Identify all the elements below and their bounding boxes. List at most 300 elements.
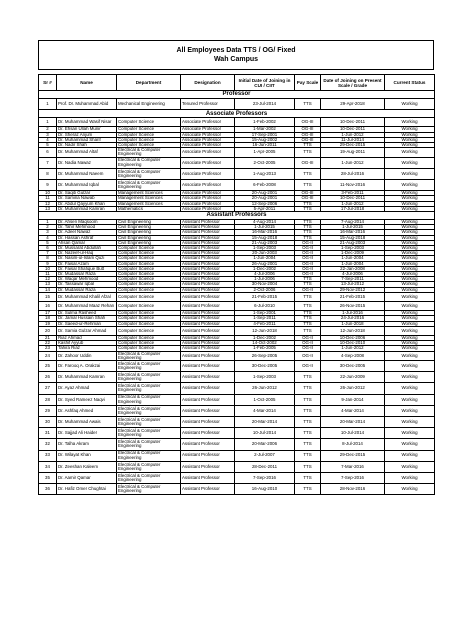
header-status: Current Status xyxy=(385,75,435,91)
cell-initial-date: 6-Jul-2010 xyxy=(235,302,295,311)
cell-status: Working xyxy=(385,219,435,224)
cell-status: Working xyxy=(385,148,435,157)
cell-name: Dr. Ayaz Ahmad xyxy=(57,383,117,394)
cell-designation: Assistant Professor xyxy=(181,416,235,427)
header-name: Name xyxy=(57,75,117,91)
cell-pay-scale: TTS xyxy=(295,484,321,495)
cell-sr: 12 xyxy=(39,201,57,206)
cell-status: Working xyxy=(385,428,435,439)
cell-sr: 28 xyxy=(39,394,57,405)
table-row xyxy=(39,157,435,168)
cell-status: Working xyxy=(385,201,435,206)
cell-initial-date: 2-Oct-2006 xyxy=(235,287,295,292)
cell-present-date: 29-Dec-2015 xyxy=(321,142,385,147)
cell-name: Dr. Sulma Rasheed xyxy=(57,311,117,316)
cell-sr: 21 xyxy=(39,335,57,340)
cell-pay-scale: OG-II xyxy=(295,351,321,360)
cell-pay-scale: TTS xyxy=(295,168,321,179)
cell-present-date: 30-Dec-2005 xyxy=(321,361,385,372)
cell-name: Dr. Ashfaq Ahmed xyxy=(57,405,117,416)
cell-name: Dr. Muhammad Wasif Nisar xyxy=(57,118,117,127)
cell-pay-scale: OG-II xyxy=(295,266,321,271)
cell-present-date: 13-Jul-2012 xyxy=(321,282,385,287)
cell-sr: 14 xyxy=(39,287,57,292)
cell-designation: Assistant Professor xyxy=(181,450,235,461)
cell-sr: 11 xyxy=(39,272,57,277)
cell-status: Working xyxy=(385,251,435,256)
cell-designation: Assistant Professor xyxy=(181,277,235,282)
cell-initial-date: 1-Sep-2001 xyxy=(235,311,295,316)
cell-name: Dr. Nadir Shah xyxy=(57,142,117,147)
cell-initial-date: 7-Sep-2016 xyxy=(235,472,295,483)
cell-present-date: 8-Jul-2014 xyxy=(321,439,385,450)
cell-status: Working xyxy=(385,196,435,201)
cell-initial-date: 16-Jun-2011 xyxy=(235,142,295,147)
cell-present-date: 26-Nov-2015 xyxy=(321,302,385,311)
table-row xyxy=(39,428,435,439)
cell-designation: Associate Professor xyxy=(181,191,235,196)
cell-initial-date: 1-Feb-2005 xyxy=(235,346,295,351)
cell-designation: Assistant Professor xyxy=(181,394,235,405)
cell-department: Computer Science xyxy=(117,256,181,261)
cell-pay-scale: TTS xyxy=(295,99,321,110)
cell-status: Working xyxy=(385,311,435,316)
cell-status: Working xyxy=(385,472,435,483)
cell-designation: Associate Professor xyxy=(181,168,235,179)
cell-initial-date: 1-Jun-2004 xyxy=(235,256,295,261)
cell-present-date: 11-Jul-2014 xyxy=(321,137,385,142)
cell-initial-date: 20-Jun-2003 xyxy=(235,251,295,256)
cell-name: Dr. Ahsen Maqsoom xyxy=(57,219,117,224)
cell-designation: Associate Professor xyxy=(181,179,235,190)
cell-status: Working xyxy=(385,206,435,211)
cell-designation: Tenured Professor xyxy=(181,99,235,110)
cell-status: Working xyxy=(385,118,435,127)
cell-sr: 13 xyxy=(39,282,57,287)
cell-sr: 17 xyxy=(39,311,57,316)
cell-department: Computer Science xyxy=(117,261,181,266)
cell-present-date: 21-Feb-2015 xyxy=(321,292,385,301)
cell-name: Dr. Samina Nawab xyxy=(57,196,117,201)
cell-status: Working xyxy=(385,346,435,351)
cell-designation: Assistant Professor xyxy=(181,326,235,335)
cell-present-date: 7-Aug-2014 xyxy=(321,219,385,224)
cell-pay-scale: TTS xyxy=(295,326,321,335)
cell-designation: Associate Professor xyxy=(181,132,235,137)
cell-status: Working xyxy=(385,351,435,360)
cell-initial-date: 1-Sep-2003 xyxy=(235,372,295,383)
cell-designation: Assistant Professor xyxy=(181,256,235,261)
cell-present-date: 20-Mar-2014 xyxy=(321,416,385,427)
cell-name: Dr. Nazeef-ul-Haq xyxy=(57,251,117,256)
cell-sr: 34 xyxy=(39,461,57,472)
cell-status: Working xyxy=(385,99,435,110)
cell-initial-date: 5-Apr-2011 xyxy=(235,206,295,211)
cell-sr: 20 xyxy=(39,326,57,335)
cell-pay-scale: TTS xyxy=(295,439,321,450)
cell-designation: Assistant Professor xyxy=(181,251,235,256)
employee-table xyxy=(38,74,435,495)
cell-initial-date: 16-Mar-2016 xyxy=(235,230,295,235)
cell-initial-date: 1-Sep-2011 xyxy=(235,316,295,321)
cell-sr: 35 xyxy=(39,472,57,483)
cell-pay-scale: TTS xyxy=(295,225,321,230)
cell-designation: Assistant Professor xyxy=(181,272,235,277)
cell-present-date: 1-Jun-2012 xyxy=(321,132,385,137)
cell-sr: 2 xyxy=(39,225,57,230)
cell-status: Working xyxy=(385,225,435,230)
table-row xyxy=(39,351,435,360)
cell-name: Dr. Ehsan Ullah Munir xyxy=(57,127,117,132)
table-row xyxy=(39,148,435,157)
cell-sr: 4 xyxy=(39,137,57,142)
cell-status: Working xyxy=(385,266,435,271)
table-row xyxy=(39,361,435,372)
cell-designation: Assistant Professor xyxy=(181,472,235,483)
cell-name: Dr. Sheraz Anjum xyxy=(57,132,117,137)
cell-designation: Assistant Professor xyxy=(181,383,235,394)
cell-initial-date: 1-Oct-2005 xyxy=(235,394,295,405)
cell-department: Electrical & Computer Engineering xyxy=(117,484,181,495)
cell-status: Working xyxy=(385,292,435,301)
section-row xyxy=(39,91,435,99)
cell-sr: 25 xyxy=(39,361,57,372)
cell-present-date: 1-Dec-2009 xyxy=(321,251,385,256)
section-title: Assistant Professors xyxy=(39,211,435,219)
cell-initial-date: 1-Aug-2013 xyxy=(235,168,295,179)
cell-initial-date: 15-Aug-2018 xyxy=(235,235,295,240)
cell-department: Management Sciences xyxy=(117,196,181,201)
cell-sr: 6 xyxy=(39,245,57,250)
table-row xyxy=(39,439,435,450)
cell-initial-date: 4-Jul-2006 xyxy=(235,272,295,277)
cell-name: Dr. Wilayat Khan xyxy=(57,450,117,461)
cell-name: Dr. Saeed-ur-Rehman xyxy=(57,321,117,326)
cell-sr: 24 xyxy=(39,351,57,360)
cell-present-date: 10-Dec-2011 xyxy=(321,127,385,132)
cell-designation: Associate Professor xyxy=(181,206,235,211)
cell-department: Computer Science xyxy=(117,326,181,335)
table-row xyxy=(39,461,435,472)
cell-designation: Assistant Professor xyxy=(181,335,235,340)
cell-department: Electrical & Computer Engineering xyxy=(117,394,181,405)
cell-pay-scale: OG-II xyxy=(295,361,321,372)
cell-present-date: 22-Jun-2009 xyxy=(321,372,385,383)
cell-department: Electrical & Computer Engineering xyxy=(117,361,181,372)
cell-name: Tahira Riaz xyxy=(57,346,117,351)
cell-sr: 13 xyxy=(39,206,57,211)
cell-present-date: 17-Jul-2018 xyxy=(321,206,385,211)
cell-designation: Assistant Professor xyxy=(181,341,235,346)
cell-present-date: 7-Sep-2011 xyxy=(321,277,385,282)
cell-status: Working xyxy=(385,127,435,132)
cell-sr: 15 xyxy=(39,292,57,301)
cell-designation: Assistant Professor xyxy=(181,235,235,240)
cell-present-date: 16-Mar-2016 xyxy=(321,230,385,235)
cell-department: Civil Engineering xyxy=(117,230,181,235)
cell-department: Computer Science xyxy=(117,137,181,142)
cell-sr: 10 xyxy=(39,266,57,271)
cell-initial-date: 1-Sep-2003 xyxy=(235,245,295,250)
cell-department: Civil Engineering xyxy=(117,240,181,245)
header-sr: Sr # xyxy=(39,75,57,91)
cell-department: Electrical & Computer Engineering xyxy=(117,439,181,450)
cell-name: Dr. Muhammad Kamran xyxy=(57,206,117,211)
cell-name: Dr. Muhammad Sharif xyxy=(57,137,117,142)
cell-name: Dr. Saqib Gulzar xyxy=(57,191,117,196)
cell-department: Computer Science xyxy=(117,266,181,271)
table-row xyxy=(39,168,435,179)
cell-status: Working xyxy=(385,256,435,261)
cell-pay-scale: TTS xyxy=(295,219,321,224)
table-row xyxy=(39,99,435,110)
cell-department: Computer Science xyxy=(117,287,181,292)
table-row xyxy=(39,484,435,495)
cell-sr: 31 xyxy=(39,428,57,439)
cell-department: Electrical & Computer Engineering xyxy=(117,157,181,168)
cell-department: Computer Science xyxy=(117,316,181,321)
header-initial-date: Initial Date of Joining in CUI / CIIT xyxy=(235,75,295,91)
cell-name: Dr. Hassan Ashraf xyxy=(57,235,117,240)
cell-department: Computer Science xyxy=(117,251,181,256)
cell-designation: Assistant Professor xyxy=(181,321,235,326)
cell-department: Civil Engineering xyxy=(117,235,181,240)
cell-status: Working xyxy=(385,235,435,240)
cell-present-date: 11-Nov-2016 xyxy=(321,179,385,190)
cell-pay-scale: TTS xyxy=(295,383,321,394)
table-body xyxy=(39,91,435,495)
table-row xyxy=(39,372,435,383)
cell-sr: 29 xyxy=(39,405,57,416)
cell-designation: Assistant Professor xyxy=(181,292,235,301)
cell-initial-date: 20-Aug-2001 xyxy=(235,196,295,201)
table-row xyxy=(39,302,435,311)
cell-sr: 1 xyxy=(39,219,57,224)
cell-department: Electrical & Computer Engineering xyxy=(117,461,181,472)
cell-status: Working xyxy=(385,191,435,196)
cell-initial-date: 4-Feb-2011 xyxy=(235,321,295,326)
cell-present-date: 15-Aug-2018 xyxy=(321,235,385,240)
cell-status: Working xyxy=(385,416,435,427)
cell-designation: Assistant Professor xyxy=(181,230,235,235)
cell-designation: Assistant Professor xyxy=(181,461,235,472)
cell-sr: 1 xyxy=(39,118,57,127)
cell-sr: 32 xyxy=(39,439,57,450)
cell-status: Working xyxy=(385,439,435,450)
section-title: Professor xyxy=(39,91,435,99)
cell-pay-scale: TTS xyxy=(295,230,321,235)
table-row xyxy=(39,394,435,405)
cell-initial-date: 26-Jun-2012 xyxy=(235,383,295,394)
cell-department: Computer Science xyxy=(117,346,181,351)
cell-sr: 30 xyxy=(39,416,57,427)
cell-name: Dr. Farooq A. Orakzai xyxy=(57,361,117,372)
cell-name: Dr. Jamal Hussain Shah xyxy=(57,316,117,321)
cell-designation: Assistant Professor xyxy=(181,351,235,360)
table-row xyxy=(39,292,435,301)
cell-status: Working xyxy=(385,277,435,282)
cell-sr: 8 xyxy=(39,256,57,261)
cell-status: Working xyxy=(385,361,435,372)
cell-status: Working xyxy=(385,335,435,340)
cell-sr: 36 xyxy=(39,484,57,495)
cell-designation: Assistant Professor xyxy=(181,405,235,416)
cell-initial-date: 20-Mar-2014 xyxy=(235,416,295,427)
cell-pay-scale: TTS xyxy=(295,282,321,287)
cell-department: Management Sciences xyxy=(117,201,181,206)
cell-sr: 12 xyxy=(39,277,57,282)
cell-pay-scale: TTS xyxy=(295,316,321,321)
cell-present-date: 29-Dec-2015 xyxy=(321,450,385,461)
cell-department: Electrical & Computer Engineering xyxy=(117,405,181,416)
cell-initial-date: 26-Sep-2005 xyxy=(235,351,295,360)
table-row xyxy=(39,118,435,127)
cell-status: Working xyxy=(385,461,435,472)
cell-sr: 3 xyxy=(39,132,57,137)
cell-present-date: 10-Dec-2006 xyxy=(321,335,385,340)
cell-initial-date: 1-Jul-2015 xyxy=(235,225,295,230)
cell-name: Dr. Waqar Mehmood xyxy=(57,277,117,282)
cell-designation: Assistant Professor xyxy=(181,428,235,439)
header-pay-scale: Pay Scale xyxy=(295,75,321,91)
section-row xyxy=(39,211,435,219)
cell-pay-scale: TTS xyxy=(295,201,321,206)
cell-status: Working xyxy=(385,157,435,168)
cell-name: Dr. Nadia Nawaz xyxy=(57,157,117,168)
cell-initial-date: 20-Mar-2006 xyxy=(235,439,295,450)
cell-name: Dr. Mudassar Raza xyxy=(57,287,117,292)
cell-present-date: 1-Jun-2004 xyxy=(321,261,385,266)
cell-initial-date: 30-Nov-2004 xyxy=(235,282,295,287)
cell-name: Dr. Muhammad Naeem xyxy=(57,168,117,179)
cell-department: Electrical & Computer Engineering xyxy=(117,450,181,461)
cell-present-date: 1-Jun-2012 xyxy=(321,201,385,206)
cell-initial-date: 1-Feb-2002 xyxy=(235,118,295,127)
cell-present-date: 24-Jul-2016 xyxy=(321,316,385,321)
cell-initial-date: 15-Aug-2002 xyxy=(235,137,295,142)
cell-initial-date: 20-Aug-2001 xyxy=(235,191,295,196)
cell-initial-date: 1-Dec-2002 xyxy=(235,335,295,340)
cell-status: Working xyxy=(385,405,435,416)
cell-pay-scale: TTS xyxy=(295,206,321,211)
cell-pay-scale: OG-III xyxy=(295,196,321,201)
cell-name: Dr. Sajjad Ali Haider xyxy=(57,428,117,439)
cell-name: Dr. Syed Rameez Naqvi xyxy=(57,394,117,405)
cell-name: Dr. Muhammad Maaz Rehan xyxy=(57,302,117,311)
cell-department: Electrical & Computer Engineering xyxy=(117,148,181,157)
cell-present-date: 21-Aug-2003 xyxy=(321,240,385,245)
cell-initial-date: 12-Jun-2018 xyxy=(235,326,295,335)
cell-pay-scale: OG-II xyxy=(295,287,321,292)
cell-present-date: 29-Nov-2012 xyxy=(321,287,385,292)
cell-initial-date: 6-Feb-2008 xyxy=(235,179,295,190)
title-box xyxy=(38,40,434,70)
cell-name: Dr. Tassawar Iqbal xyxy=(57,282,117,287)
cell-initial-date: 2-Oct-2005 xyxy=(235,157,295,168)
cell-designation: Assistant Professor xyxy=(181,316,235,321)
cell-pay-scale: OG-II xyxy=(295,272,321,277)
cell-name: Dr. Aamir Qamar xyxy=(57,472,117,483)
cell-present-date: 29-Apr-2018 xyxy=(321,99,385,110)
cell-pay-scale: TTS xyxy=(295,302,321,311)
section-title: Associate Professors xyxy=(39,110,435,118)
cell-sr: 19 xyxy=(39,321,57,326)
cell-initial-date: 21-Aug-2003 xyxy=(235,240,295,245)
cell-status: Working xyxy=(385,245,435,250)
cell-designation: Assistant Professor xyxy=(181,219,235,224)
cell-name: Dr. Mussarat Abdullah xyxy=(57,245,117,250)
cell-initial-date: 28-Dec-2011 xyxy=(235,461,295,472)
cell-initial-date: 1-Dec-2002 xyxy=(235,266,295,271)
cell-status: Working xyxy=(385,282,435,287)
cell-designation: Assistant Professor xyxy=(181,287,235,292)
cell-department: Electrical & Computer Engineering xyxy=(117,372,181,383)
cell-department: Computer Science xyxy=(117,277,181,282)
cell-pay-scale: OG-III xyxy=(295,137,321,142)
cell-pay-scale: OG-III xyxy=(295,157,321,168)
cell-sr: 22 xyxy=(39,341,57,346)
cell-pay-scale: TTS xyxy=(295,472,321,483)
cell-present-date: 12-Jun-2018 xyxy=(321,326,385,335)
cell-designation: Associate Professor xyxy=(181,196,235,201)
cell-department: Computer Science xyxy=(117,245,181,250)
cell-pay-scale: TTS xyxy=(295,416,321,427)
section-row xyxy=(39,110,435,118)
cell-name: Dr. Faisal Shafique Butt xyxy=(57,266,117,271)
cell-department: Computer Science xyxy=(117,127,181,132)
cell-name: Dr. Muhammad Awais xyxy=(57,416,117,427)
cell-designation: Assistant Professor xyxy=(181,261,235,266)
cell-sr: 16 xyxy=(39,302,57,311)
cell-initial-date: 10-Jul-2014 xyxy=(235,428,295,439)
cell-sr: 23 xyxy=(39,346,57,351)
table-row xyxy=(39,179,435,190)
cell-pay-scale: TTS xyxy=(295,179,321,190)
cell-pay-scale: OG-III xyxy=(295,191,321,196)
cell-department: Electrical & Computer Engineering xyxy=(117,168,181,179)
cell-pay-scale: OG-III xyxy=(295,118,321,127)
cell-present-date: 1-Jun-2004 xyxy=(321,256,385,261)
cell-name: Dr. Muhammad Khalil Afzal xyxy=(57,292,117,301)
cell-initial-date: 4-Aug-2014 xyxy=(235,219,295,224)
cell-pay-scale: OG-II xyxy=(295,245,321,250)
cell-pay-scale: TTS xyxy=(295,321,321,326)
cell-initial-date: 21-Feb-2015 xyxy=(235,292,295,301)
table-row xyxy=(39,472,435,483)
cell-present-date: 28-Jul-2016 xyxy=(321,168,385,179)
cell-designation: Assistant Professor xyxy=(181,282,235,287)
cell-name: Dr. Hafiz Omer Chughtai xyxy=(57,484,117,495)
cell-status: Working xyxy=(385,240,435,245)
cell-initial-date: 16-Aug-2010 xyxy=(235,484,295,495)
cell-initial-date: 1-Apr-2005 xyxy=(235,148,295,157)
header-present-date: Date of Joining on Present Scale / Grade xyxy=(321,75,385,91)
cell-pay-scale: OG-II xyxy=(295,341,321,346)
cell-present-date: 9-Jan-2014 xyxy=(321,394,385,405)
cell-present-date: 22-Jan-2008 xyxy=(321,266,385,271)
cell-designation: Assistant Professor xyxy=(181,245,235,250)
cell-name: Dr. Faisal Azam xyxy=(57,261,117,266)
cell-department: Computer Science xyxy=(117,142,181,147)
cell-name: Dr. Tahir Mehmood xyxy=(57,225,117,230)
table-row xyxy=(39,383,435,394)
cell-name: Dr. Muhammad Kamran xyxy=(57,372,117,383)
cell-present-date: 1-Jul-2015 xyxy=(321,225,385,230)
cell-sr: 7 xyxy=(39,251,57,256)
cell-pay-scale: TTS xyxy=(295,142,321,147)
cell-status: Working xyxy=(385,142,435,147)
cell-designation: Associate Professor xyxy=(181,148,235,157)
